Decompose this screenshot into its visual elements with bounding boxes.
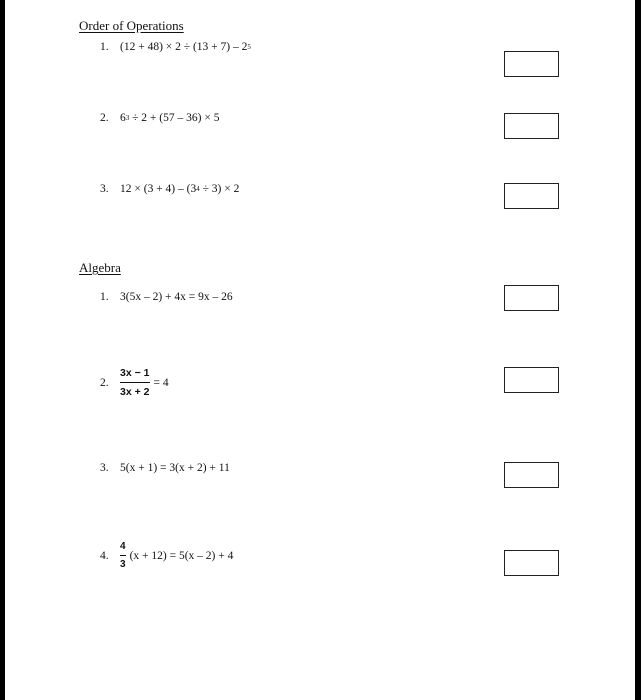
fraction-numerator: 3x − 1 (120, 367, 150, 379)
problem-expression-base: 12 × (3 + 4) – (3 (120, 183, 197, 195)
problem-number: 3. (100, 183, 109, 195)
answer-box-order-3[interactable] (504, 183, 559, 209)
answer-box-order-2[interactable] (504, 113, 559, 139)
problem-number: 1. (100, 291, 109, 303)
problem-equation: 5(x + 1) = 3(x + 2) + 11 (120, 462, 230, 474)
fraction (120, 367, 150, 398)
algebra-problem-2 (100, 367, 169, 398)
problem-number: 2. (100, 376, 109, 389)
problem-expression-base: 6 (120, 112, 126, 124)
problem-number: 4. (100, 549, 109, 562)
answer-box-algebra-4[interactable] (504, 550, 559, 576)
problem-number: 1. (100, 41, 109, 53)
algebra-problem-1 (100, 291, 233, 303)
algebra-problem-4 (100, 541, 233, 570)
problem-expression-rest: ÷ 2 + (57 – 36) × 5 (129, 112, 220, 124)
order-problem-2: 2. 6 3 ÷ 2 + (57 – 36) × 5 (100, 112, 220, 124)
problem-expression: (12 + 48) × 2 ÷ (13 + 7) – 2 (120, 41, 248, 53)
answer-box-algebra-1[interactable] (504, 285, 559, 311)
fraction-bar (120, 382, 150, 383)
answer-box-algebra-3[interactable] (504, 462, 559, 488)
worksheet-page (5, 0, 635, 700)
fraction (120, 541, 126, 570)
fraction-numerator: 4 (120, 541, 126, 552)
section-title-algebra: Algebra (79, 260, 121, 275)
order-problem-1: 1. (12 + 48) × 2 ÷ (13 + 7) – 2 5 (100, 41, 251, 53)
order-problem-3: 3. 12 × (3 + 4) – (3 4 ÷ 3) × 2 (100, 183, 240, 195)
section-title-order-of-operations: Order of Operations (79, 18, 184, 33)
problem-equation-rest: (x + 12) = 5(x – 2) + 4 (129, 549, 234, 562)
problem-number: 3. (100, 462, 109, 474)
fraction-bar (120, 555, 126, 556)
answer-box-algebra-2[interactable] (504, 367, 559, 393)
algebra-problem-3 (100, 462, 230, 474)
answer-box-order-1[interactable] (504, 51, 559, 77)
fraction-denominator: 3x + 2 (120, 386, 150, 398)
fraction-denominator: 3 (120, 559, 126, 570)
problem-equation-rest: = 4 (153, 376, 169, 389)
problem-expression-rest: ÷ 3) × 2 (199, 183, 240, 195)
problem-equation: 3(5x – 2) + 4x = 9x – 26 (120, 291, 233, 303)
problem-number: 2. (100, 112, 109, 124)
